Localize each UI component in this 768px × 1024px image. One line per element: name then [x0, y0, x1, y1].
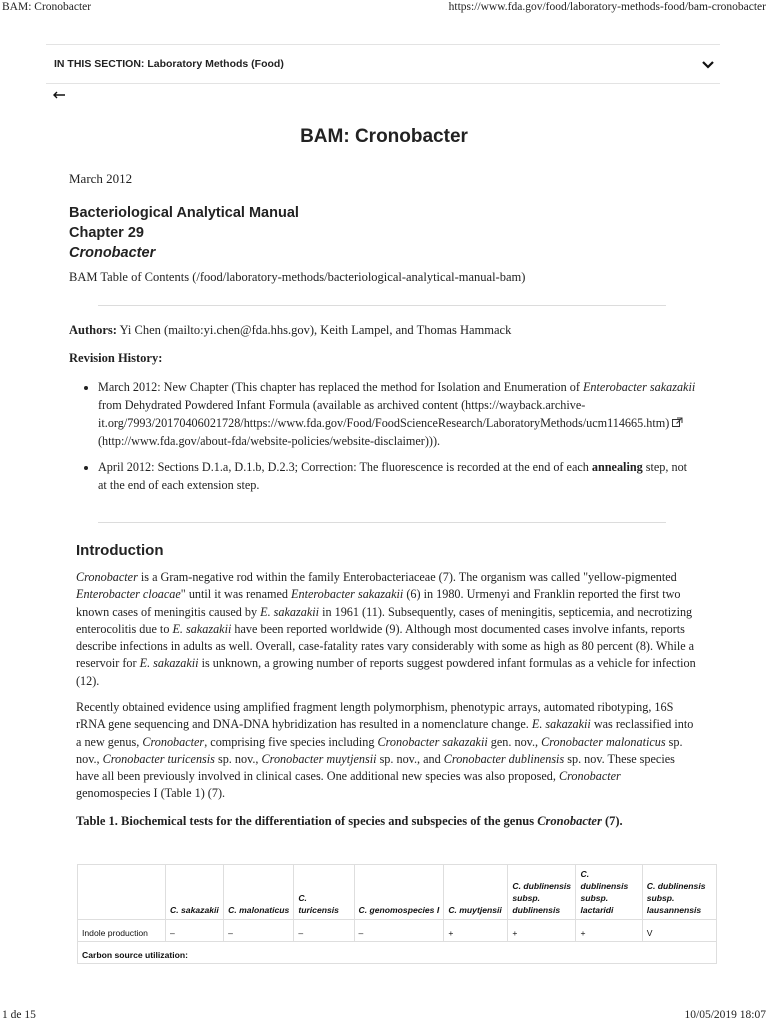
table-header-cell: C. dublinensis subsp. dublinensis: [508, 865, 576, 920]
print-footer-datetime: 10/05/2019 18:07: [684, 1009, 766, 1021]
print-header-title: BAM: Cronobacter: [2, 1, 92, 13]
revision-history-heading: Revision History:: [69, 351, 163, 365]
authors-line: [69, 323, 511, 338]
disclaimer-link[interactable]: (http://www.fda.gov/about-fda/website-policies/website-disclaimer))).: [98, 434, 441, 448]
table-header-cell: C. muytjensii: [444, 865, 508, 920]
archived-content-link[interactable]: from Dehydrated Powdered Infant Formula (available as archived content (https://wayback.archive-it.org/7993/20170406021728/https://www.fda.gov/Food/FoodScienceResearch/LaboratoryMethods/ucm114665.htm): [98, 398, 673, 430]
table-row: [78, 920, 717, 942]
manual-title: [69, 203, 299, 263]
table-cell: –: [166, 920, 224, 942]
section-label: IN THIS SECTION: Laboratory Methods (Food): [54, 58, 284, 70]
biochemical-tests-table: [77, 864, 717, 964]
table-section-row: [78, 942, 717, 964]
table-section-cell: Carbon source utilization:: [78, 942, 717, 964]
table-header-cell: C. dublinensis subsp. lactaridi: [576, 865, 642, 920]
page-title: BAM: Cronobacter: [300, 126, 468, 147]
toc-link[interactable]: BAM Table of Contents (/food/laboratory-methods/bacteriological-analytical-manual-bam): [69, 270, 526, 284]
revision-item: [98, 458, 698, 494]
table-header-cell: [78, 865, 166, 920]
revision-text-italic: Enterobacter sakazakii: [582, 380, 696, 394]
revision-text: March 2012: New Chapter (This chapter has replaced the method for Isolation and Enumeration of: [98, 380, 580, 394]
authors-text[interactable]: Yi Chen (mailto:yi.chen@fda.hhs.gov), Keith Lampel, and Thomas Hammack: [119, 323, 512, 337]
table-cell: +: [508, 920, 576, 942]
table-cell: V: [642, 920, 716, 942]
table-cell: –: [294, 920, 354, 942]
table-cell: Indole production: [78, 920, 166, 942]
revision-history-list: [69, 378, 698, 502]
table-header-row: [78, 865, 717, 920]
revision-text: April 2012: Sections D.1.a, D.1.b, D.2.3; Correction: The fluorescence is recorded at the end of each: [98, 460, 592, 474]
print-header-url: https://www.fda.gov/food/laboratory-methods-food/bam-cronobacter: [448, 1, 766, 13]
divider: [98, 522, 666, 523]
table-header-cell: C. genomospecies I: [354, 865, 444, 920]
revision-text-bold: annealing: [591, 460, 643, 474]
back-arrow-icon[interactable]: [52, 88, 66, 102]
divider: [98, 305, 666, 306]
revision-item: [98, 378, 698, 450]
publication-date: March 2012: [69, 171, 133, 186]
section-navigation-bar[interactable]: [46, 44, 720, 84]
external-link-icon: [672, 417, 683, 427]
introduction-paragraph-2: Recently obtained evidence using amplified fragment length polymorphism, phenotypic arrays, automated ribotyping, 16S rRNA gene sequencing and DNA-DNA hybridization has resulted in a nomenclature change. E. sakazakii was reclassified into a new genus, Cronobacter, comprising five species including Cronobacter sakazakii gen. nov., Cronobacter malonaticus sp. nov., Cronobacter turicensis sp. nov., Cronobacter muytjensii sp. nov., and Cronobacter dublinensis sp. nov. These species have all been previously involved in clinical cases. One additional new species was also proposed, Cronobacter genomospecies I (Table 1) (7).: [76, 700, 694, 801]
table-cell: –: [224, 920, 294, 942]
print-footer-page: 1 de 15: [2, 1009, 36, 1021]
introduction-paragraph-1: Cronobacter is a Gram-negative rod within the family Enterobacteriaceae (7). The organism was called "yellow-pigmented Enterobacter cloacae" until it was renamed Enterobacter sakazakii (6) in 1980. Urmenyi and Franklin reported the first two known cases of meningitis caused by E. sakazakii in 1961 (11). Subsequently, cases of meningitis, septicemia, and necrotizing enterocolitis due to E. sakazakii have been reported worldwide (9). Although most documented cases involve infants, reports describe infections in adults as well. Overall, case-fatality rates vary considerably with some as high as 80 percent (8). While a reservoir for E. sakazakii is unknown, a growing number of reports suggest powdered infant formulas as a vehicle for infection (12).: [76, 570, 696, 688]
table-cell: +: [444, 920, 508, 942]
authors-label: Authors:: [69, 323, 117, 337]
table-cell: –: [354, 920, 444, 942]
chevron-down-icon[interactable]: [700, 56, 716, 72]
table-header-cell: C. malonaticus: [224, 865, 294, 920]
table-header-cell: C. sakazakii: [166, 865, 224, 920]
table-caption: Table 1. Biochemical tests for the differentiation of species and subspecies of the genus Cronobacter (7).: [76, 814, 623, 828]
manual-title-line3: Cronobacter: [69, 245, 156, 261]
manual-title-line1: Bacteriological Analytical Manual: [69, 205, 299, 221]
manual-title-line2: Chapter 29: [69, 225, 144, 241]
table-header-cell: C. dublinensis subsp. lausannensis: [642, 865, 716, 920]
introduction-heading: Introduction: [76, 542, 164, 559]
revision-text: step, not at the end of each extension step.: [98, 460, 688, 492]
table-cell: +: [576, 920, 642, 942]
table-header-cell: C. turicensis: [294, 865, 354, 920]
